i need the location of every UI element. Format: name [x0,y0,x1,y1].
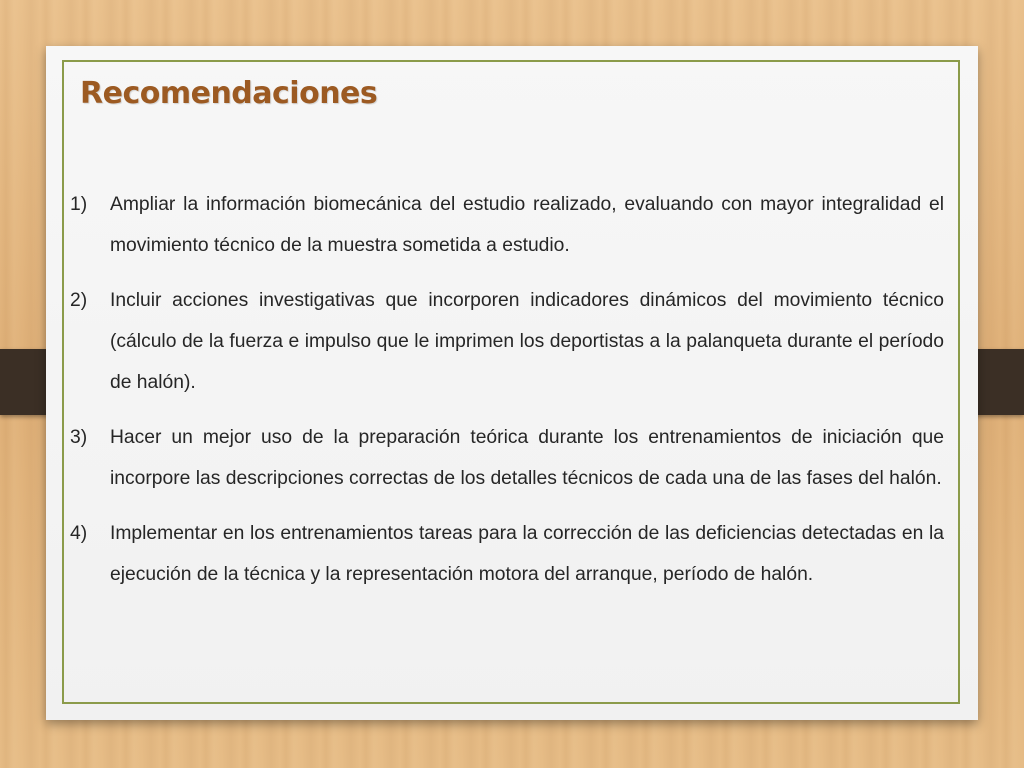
recommendation-item-3 [70,417,944,499]
item-text: Incluir acciones investigativas que incorporen indicadores dinámicos del movimiento técnico (cálculo de la fuerza e impulso que le imprimen los deportistas a la palanqueta durante el período de halón). [110,290,944,393]
recommendations-list [70,184,944,609]
item-text: Ampliar la información biomecánica del estudio realizado, evaluando con mayor integralidad el movimiento técnico de la muestra sometida a estudio. [110,194,944,256]
item-text: Hacer un mejor uso de la preparación teórica durante los entrenamientos de iniciación que incorpore las descripciones correctas de los detalles técnicos de cada una de las fases del halón. [110,427,944,489]
item-number: 2) [70,290,88,311]
recommendation-item-2 [70,280,944,403]
slide-title: Recomendaciones [80,76,378,111]
item-text: Implementar en los entrenamientos tareas para la corrección de las deficiencias detectadas en la ejecución de la técnica y la representación motora del arranque, período de halón. [110,523,944,585]
item-number: 4) [70,523,88,544]
item-number: 3) [70,427,88,448]
recommendation-item-4 [70,513,944,595]
recommendation-item-1 [70,184,944,266]
slide-card [46,46,978,720]
item-number: 1) [70,194,88,215]
